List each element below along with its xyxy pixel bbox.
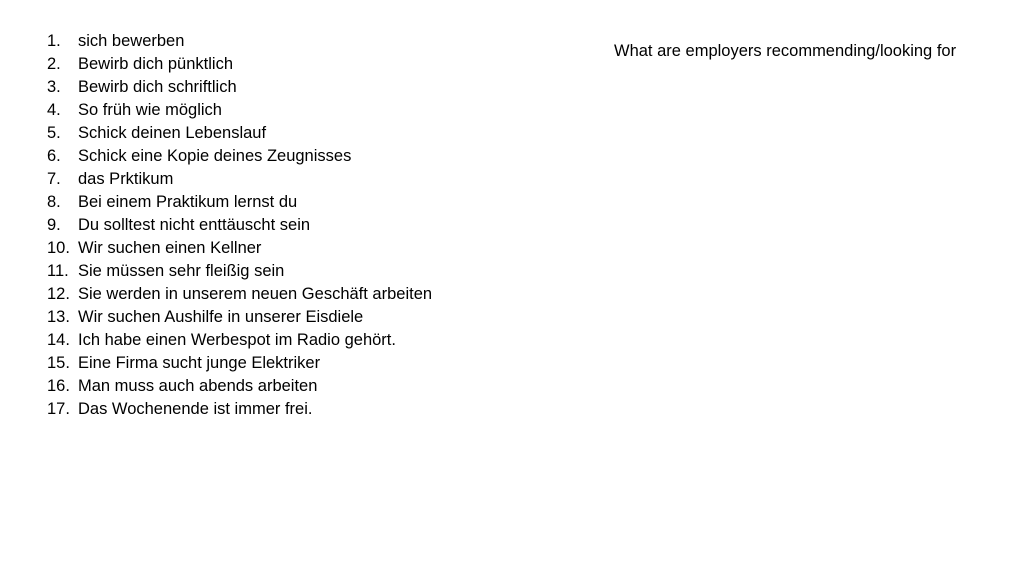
list-item [47,30,432,53]
item-text: Das Wochenende ist immer frei. [78,400,313,418]
list-item [47,375,432,398]
item-number: 3. [47,78,61,96]
list-item [47,237,432,260]
item-number: 1. [47,32,61,50]
item-text: Sie werden in unserem neuen Geschäft arbeiten [78,285,433,303]
item-text: Du solltest nicht enttäuscht sein [78,216,311,234]
list-item [47,352,432,375]
item-text: Wir suchen Aushilfe in unserer Eisdiele [78,308,364,326]
list-item [47,53,432,76]
item-text: Schick deinen Lebenslauf [78,124,267,142]
item-number: 5. [47,124,61,142]
item-number: 6. [47,147,61,165]
list-item [47,283,432,306]
item-text: Sie müssen sehr fleißig sein [78,262,285,280]
item-number: 15. [47,354,70,372]
item-number: 11. [47,262,69,280]
list-item [47,329,432,352]
item-number: 16. [47,377,70,395]
list-item [47,306,432,329]
item-text: Wir suchen einen Kellner [78,239,262,257]
list-item [47,214,432,237]
item-text: sich bewerben [78,32,185,50]
item-text: Ich habe einen Werbespot im Radio gehört. [78,331,396,349]
item-text: Man muss auch abends arbeiten [78,377,318,395]
item-number: 2. [47,55,61,73]
item-text: das Prktikum [78,170,174,188]
employers-heading: What are employers recommending/looking for [614,42,957,60]
item-text: Bei einem Praktikum lernst du [78,193,298,211]
list-item [47,191,432,214]
item-text: Bewirb dich pünktlich [78,55,233,73]
item-number: 14. [47,331,70,349]
list-item [47,398,432,421]
item-number: 8. [47,193,61,211]
list-item [47,168,432,191]
item-text: So früh wie möglich [78,101,222,119]
item-text: Bewirb dich schriftlich [78,78,237,96]
item-number: 13. [47,308,70,326]
item-text: Schick eine Kopie deines Zeugnisses [78,147,352,165]
list-item [47,122,432,145]
item-number: 4. [47,101,61,119]
list-item [47,145,432,168]
item-number: 10. [47,239,70,257]
item-number: 9. [47,216,61,234]
item-text: Eine Firma sucht junge Elektriker [78,354,321,372]
list-item [47,76,432,99]
phrase-list [47,30,432,421]
item-number: 12. [47,285,70,303]
item-number: 17. [47,400,70,418]
list-item [47,99,432,122]
list-item [47,260,432,283]
item-number: 7. [47,170,61,188]
